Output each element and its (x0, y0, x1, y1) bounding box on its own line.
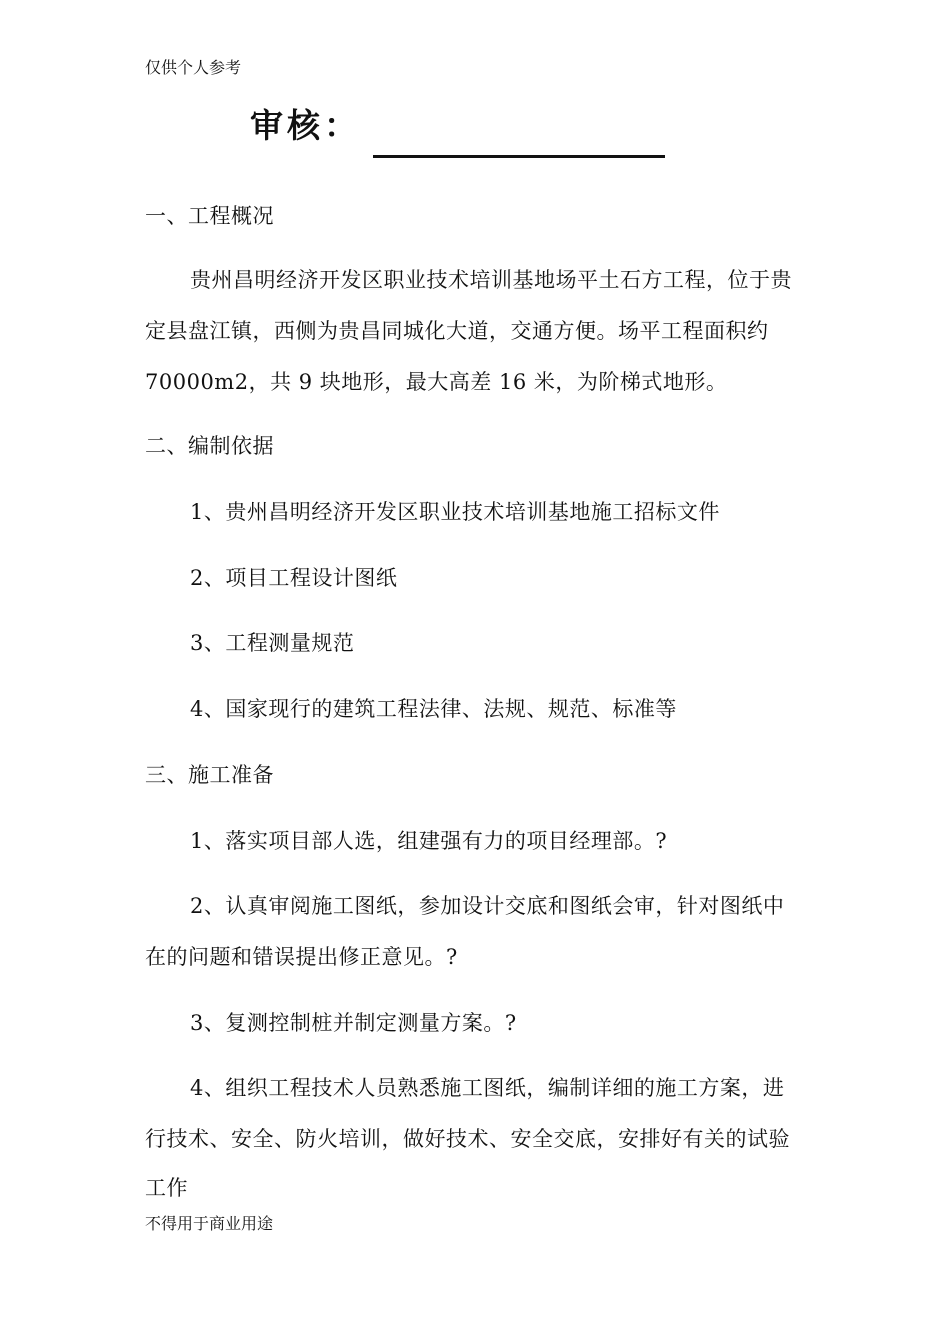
preparation-item-line: 在的问题和错误提出修正意见。? (145, 945, 458, 969)
preparation-item-line: 工作 (145, 1176, 188, 1200)
basis-list-item: 1、贵州昌明经济开发区职业技术培训基地施工招标文件 (190, 500, 720, 524)
preparation-item: 1、落实项目部人选，组建强有力的项目经理部。? (190, 829, 668, 853)
overview-paragraph-line: 定县盘江镇，西侧为贵昌同城化大道，交通方便。场平工程面积约 (145, 319, 769, 343)
preparation-item-line: 行技术、安全、防火培训，做好技术、安全交底，安排好有关的试验 (145, 1127, 790, 1151)
section-heading-basis: 二、编制依据 (145, 434, 274, 458)
section-heading-preparation: 三、施工准备 (145, 763, 274, 787)
overview-paragraph-line: 贵州昌明经济开发区职业技术培训基地场平土石方工程，位于贵 (190, 268, 792, 292)
preparation-item: 3、复测控制桩并制定测量方案。? (190, 1011, 517, 1035)
header-note: 仅供个人参考 (145, 58, 242, 77)
preparation-item-line: 4、组织工程技术人员熟悉施工图纸，编制详细的施工方案，进 (190, 1076, 785, 1100)
signature-line (373, 155, 665, 158)
review-label: 审核： (250, 106, 361, 145)
overview-paragraph-line: 70000m2，共 9 块地形，最大高差 16 米，为阶梯式地形。 (145, 370, 728, 394)
basis-list-item: 3、工程测量规范 (190, 631, 355, 655)
section-heading-overview: 一、工程概况 (145, 204, 274, 228)
basis-list-item: 4、国家现行的建筑工程法律、法规、规范、标准等 (190, 697, 677, 721)
basis-list-item: 2、项目工程设计图纸 (190, 566, 398, 590)
preparation-item-line: 2、认真审阅施工图纸，参加设计交底和图纸会审，针对图纸中 (190, 894, 785, 918)
footer-note: 不得用于商业用途 (145, 1214, 274, 1233)
